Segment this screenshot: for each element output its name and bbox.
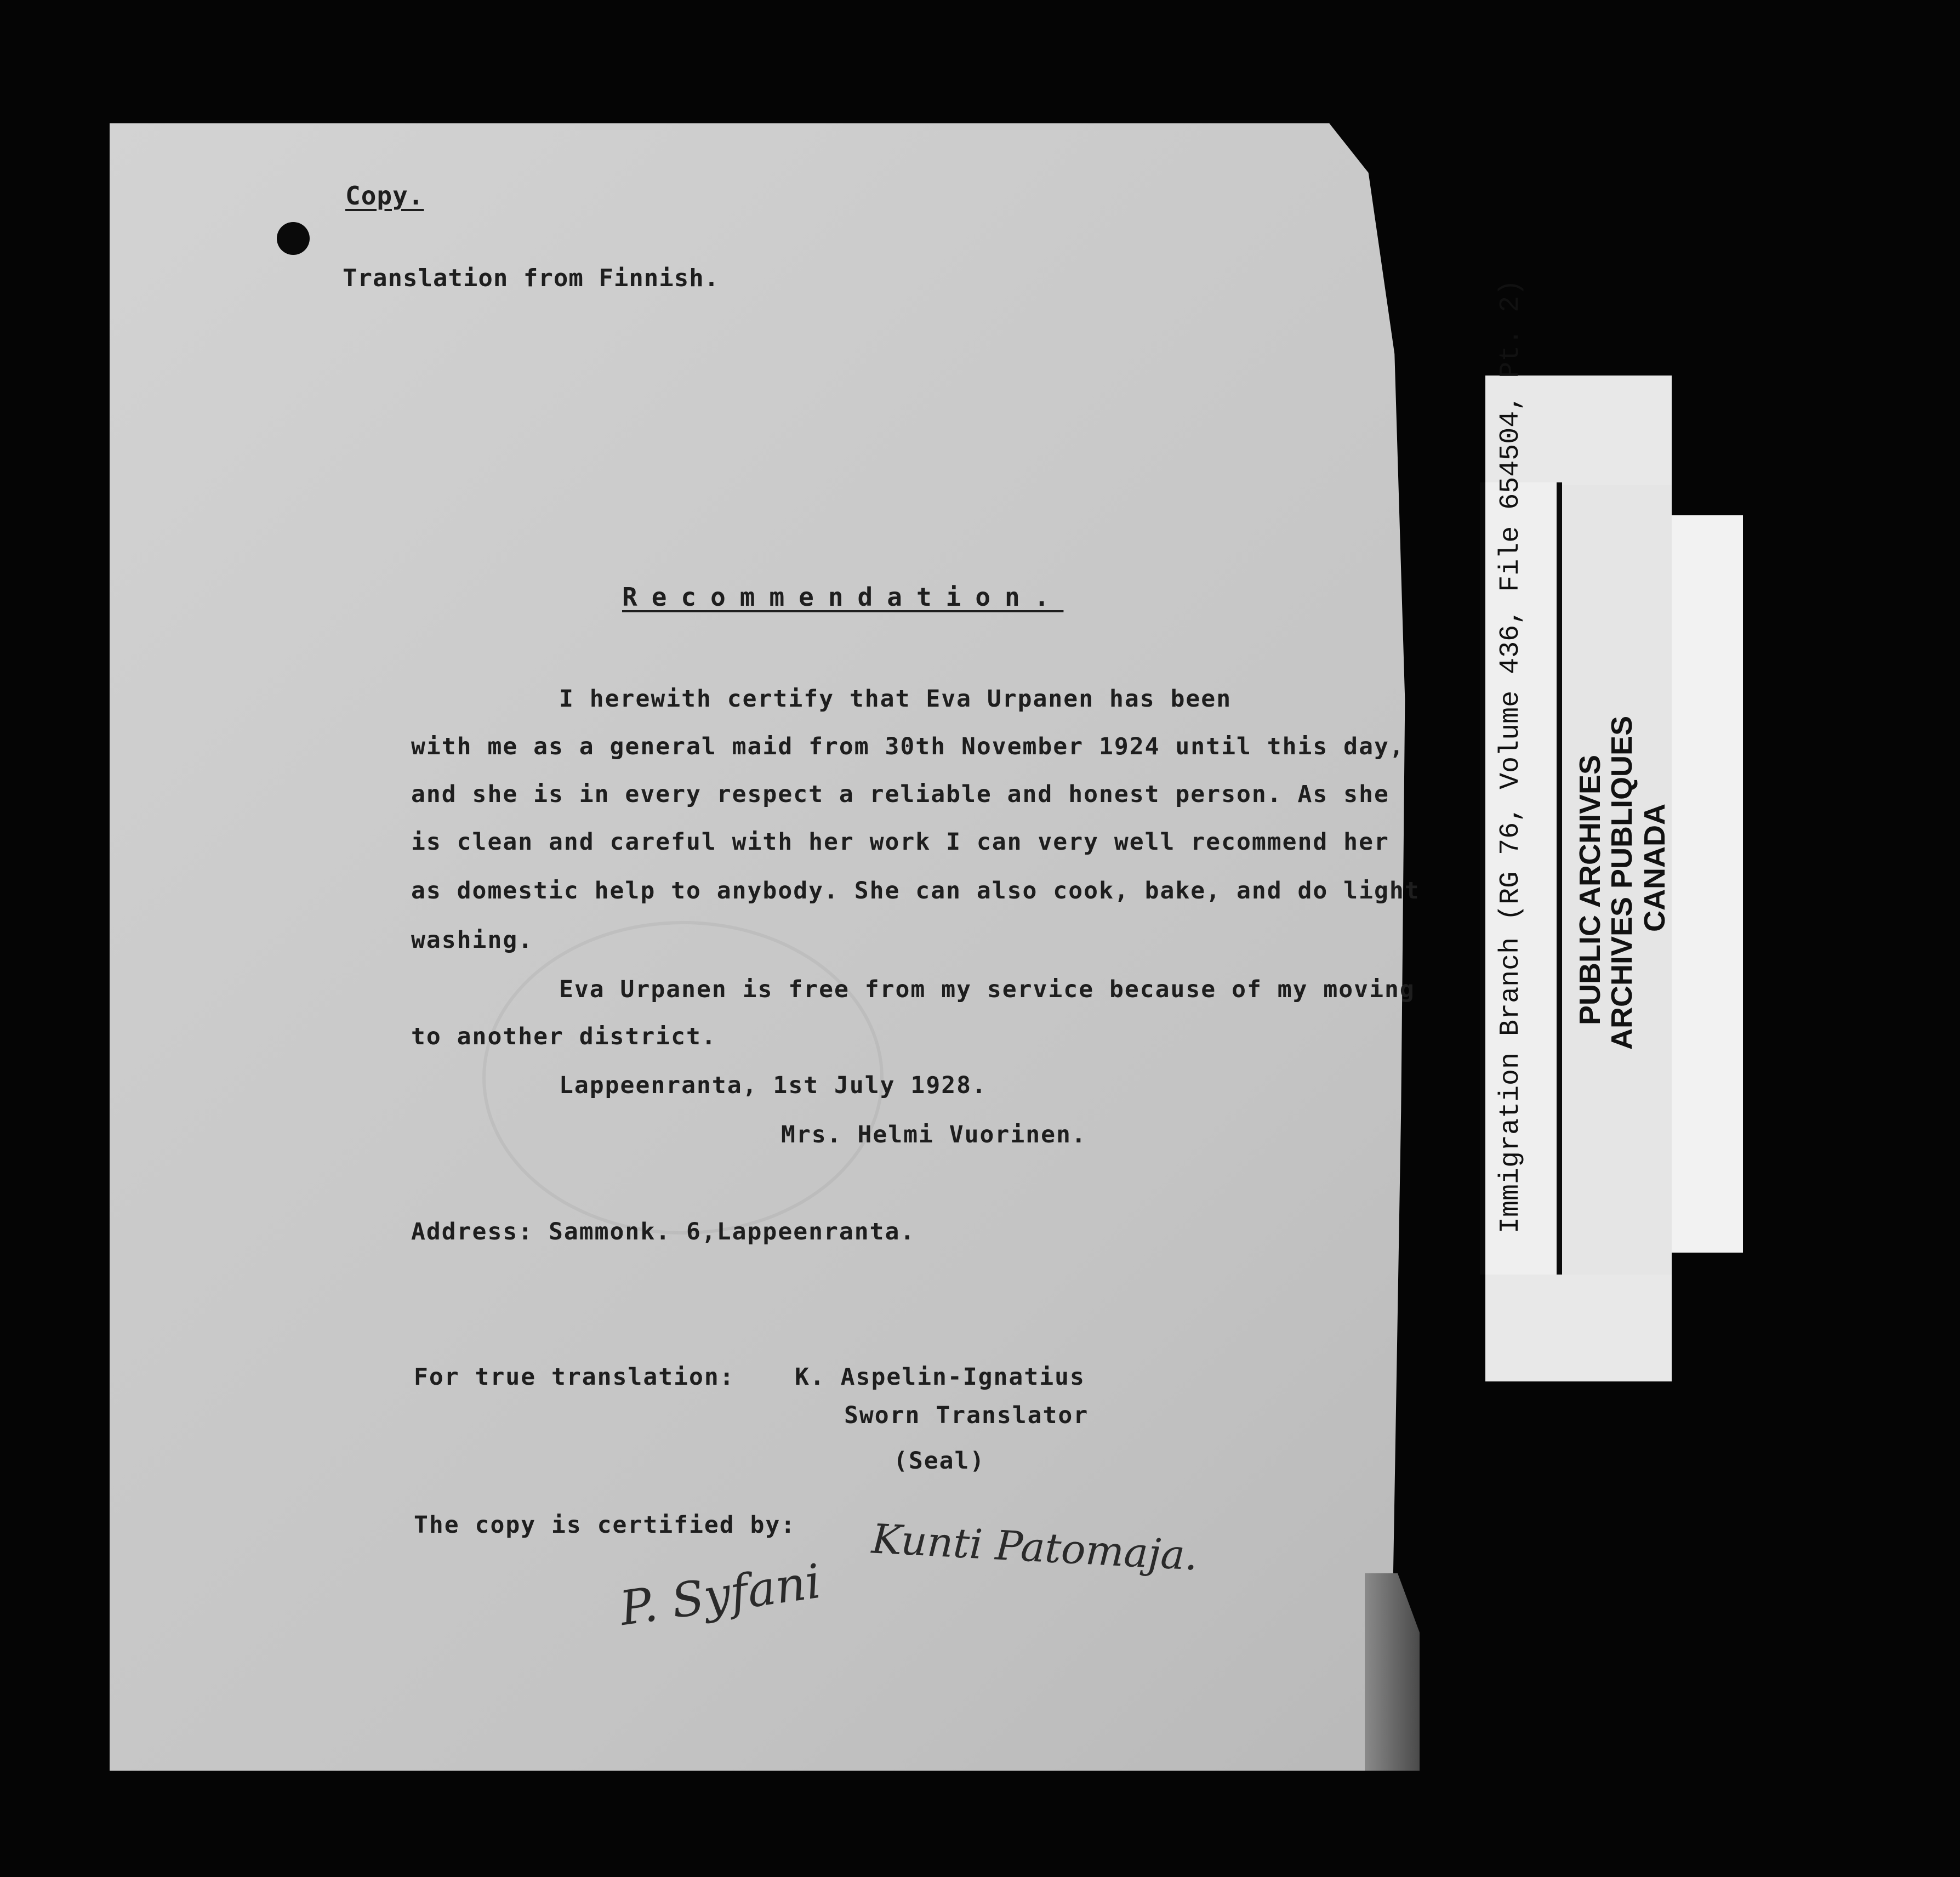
employer-name: Mrs. Helmi Vuorinen. bbox=[781, 1121, 1087, 1148]
punch-hole bbox=[277, 222, 310, 255]
body-line: with me as a general maid from 30th November 1924 until this day, bbox=[411, 733, 1405, 760]
body-line: as domestic help to anybody. She can also cook, bake, and do light bbox=[411, 877, 1420, 905]
seal-note: (Seal) bbox=[893, 1447, 985, 1475]
archive-reference: Immigration Branch (RG 76, Volume 436, File 654504, Pt. 2) bbox=[1495, 279, 1526, 1233]
body-line: I herewith certify that Eva Urpanen has been bbox=[559, 685, 1232, 713]
translator-title: Sworn Translator bbox=[844, 1402, 1089, 1429]
page-edge-shadow bbox=[1365, 1573, 1420, 1771]
archive-name-fr: ARCHIVES PUBLIQUES bbox=[1605, 715, 1638, 1050]
bleed-through-stamp bbox=[307, 608, 1074, 696]
document-title: Recommendation. bbox=[622, 582, 1064, 612]
body-line: and she is in every respect a reliable and honest person. As she bbox=[411, 781, 1389, 808]
signature: Kunti Patomaja. bbox=[870, 1515, 1199, 1580]
body-line: to another district. bbox=[411, 1023, 717, 1050]
body-line: washing. bbox=[411, 926, 534, 954]
translator-name: K. Aspelin-Ignatius bbox=[795, 1363, 1085, 1391]
certified-label: The copy is certified by: bbox=[414, 1511, 796, 1539]
body-line: Eva Urpanen is free from my service because of my moving bbox=[559, 976, 1415, 1003]
signature: P. Syfani bbox=[616, 1554, 824, 1637]
place-date: Lappeenranta, 1st July 1928. bbox=[559, 1072, 987, 1099]
archive-label-tab bbox=[1672, 515, 1743, 1253]
archive-country: CANADA bbox=[1638, 804, 1671, 932]
translation-label: For true translation: bbox=[414, 1363, 735, 1391]
archive-name-en: PUBLIC ARCHIVES bbox=[1574, 754, 1606, 1025]
copy-heading: Copy. bbox=[345, 181, 424, 211]
translation-heading: Translation from Finnish. bbox=[343, 264, 720, 292]
address: Address: Sammonk. 6,Lappeenranta. bbox=[411, 1218, 916, 1245]
body-line: is clean and careful with her work I can very well recommend her bbox=[411, 828, 1389, 856]
